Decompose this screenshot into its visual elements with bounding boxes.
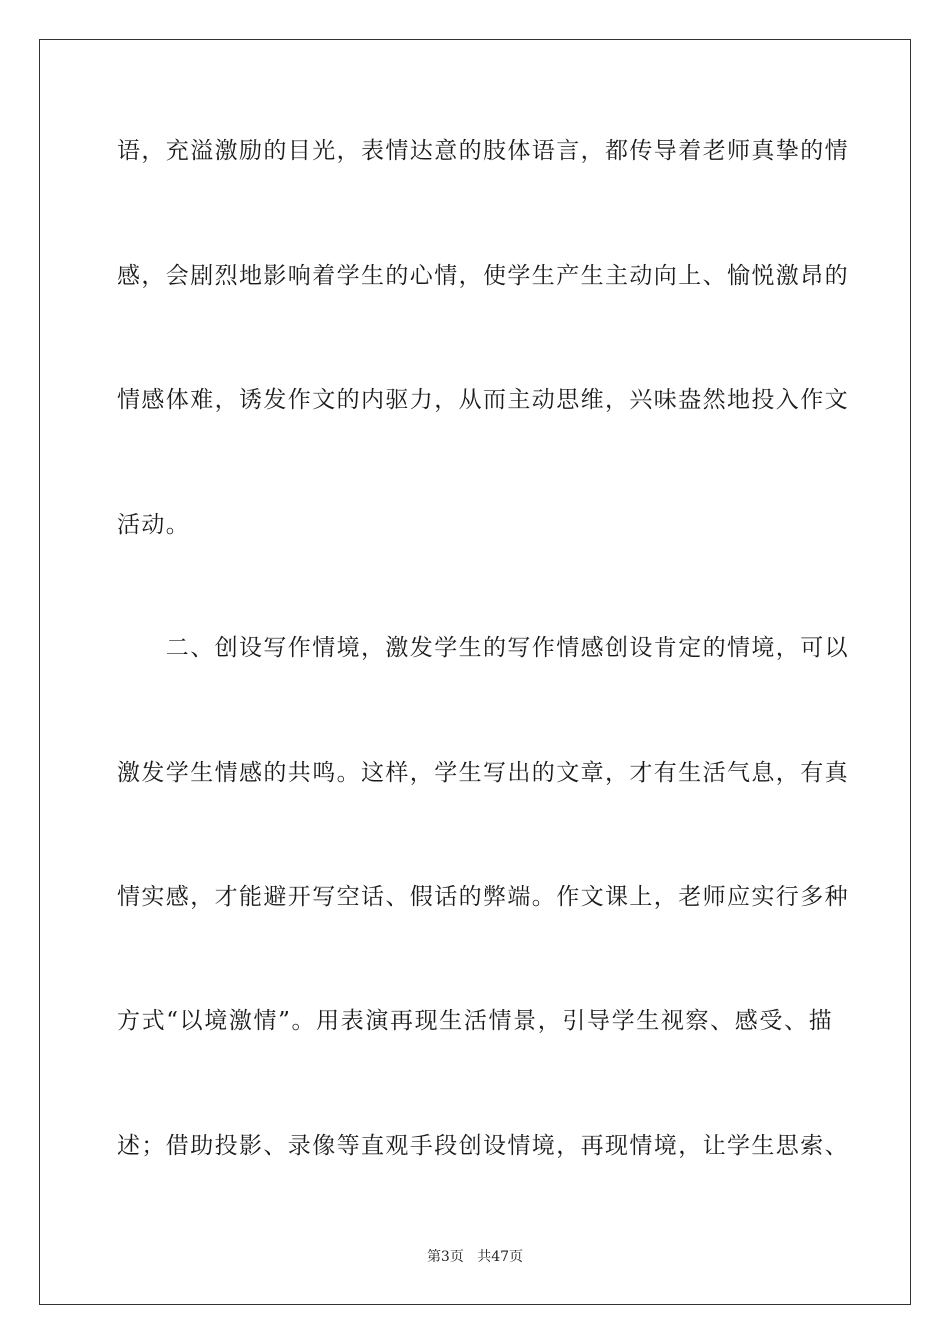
page-footer <box>0 1248 950 1266</box>
text-line: 方式“以境激情”。用表演再现生活情景，引导学生视察、感受、描 <box>117 1008 833 1034</box>
text-line: 感，会剧烈地影响着学生的心情，使学生产生主动向上、愉悦激昂的 <box>117 263 849 289</box>
total-pages: 共47页 <box>477 1249 524 1265</box>
paragraph-start-line: 二、创设写作情境，激发学生的写作情感创设肯定的情境，可以 <box>117 635 849 661</box>
page-number: 第3页 <box>426 1249 464 1265</box>
page-border <box>39 39 911 1305</box>
text-line: 情感体难，诱发作文的内驱力，从而主动思维，兴味盎然地投入作文 <box>117 387 849 413</box>
text-line: 激发学生情感的共鸣。这样，学生写出的文章，才有生活气息，有真 <box>117 760 849 786</box>
text-line: 活动。 <box>117 512 191 538</box>
text-line: 述；借助投影、录像等直观手段创设情境，再现情境，让学生思索、 <box>117 1133 849 1159</box>
text-line: 情实感，才能避开写空话、假话的弊端。作文课上，老师应实行多种 <box>117 884 849 910</box>
text-line: 语，充溢激励的目光，表情达意的肢体语言，都传导着老师真挚的情 <box>117 138 849 164</box>
